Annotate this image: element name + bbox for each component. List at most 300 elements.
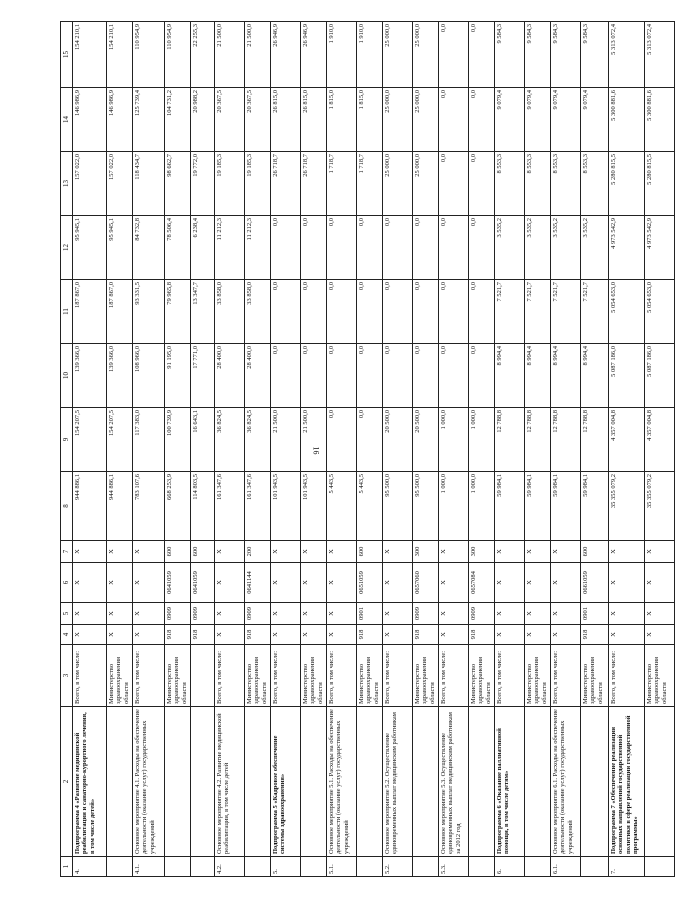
- section-code-cell: X: [215, 603, 245, 625]
- amount-cell: 5 300 881,6: [609, 88, 645, 152]
- measure-name-cell: Подпрограмма 4 «Развитие медицинской реабилитации и санаторно-курортного лечения, в том числе детей»: [73, 707, 107, 857]
- header-cell: 1: [61, 857, 73, 877]
- header-cell: 11: [61, 280, 73, 344]
- budget-code-cell: X: [439, 625, 469, 645]
- amount-cell: 5 313 072,4: [609, 22, 645, 88]
- amount-cell: 1 815,0: [327, 88, 357, 152]
- amount-cell: 0,0: [357, 408, 383, 472]
- header-cell: 5: [61, 603, 73, 625]
- amount-cell: 16 643,1: [191, 408, 215, 472]
- amount-cell: 9 079,4: [581, 88, 609, 152]
- budget-code-cell: X: [383, 625, 413, 645]
- expense-type-cell: 600: [357, 541, 383, 563]
- target-article-cell: X: [495, 563, 525, 603]
- amount-cell: 1 000,0: [439, 408, 469, 472]
- amount-cell: 12 788,8: [525, 408, 551, 472]
- expense-type-cell: 200: [245, 541, 271, 563]
- amount-cell: 0,0: [439, 22, 469, 88]
- budget-code-cell: X: [271, 625, 301, 645]
- amount-cell: 100 739,9: [165, 408, 191, 472]
- amount-cell: 28 400,0: [245, 344, 271, 408]
- amount-cell: 0,0: [439, 344, 469, 408]
- amount-cell: 28 400,0: [215, 344, 245, 408]
- amount-cell: 11 212,3: [215, 216, 245, 280]
- budget-code-cell: X: [609, 625, 645, 645]
- budget-code-cell: 918: [191, 625, 215, 645]
- row-number-cell: [191, 857, 215, 877]
- amount-cell: 36 824,5: [245, 408, 271, 472]
- amount-cell: 98 662,7: [165, 152, 191, 216]
- expense-type-cell: X: [133, 541, 165, 563]
- amount-cell: 9 079,4: [525, 88, 551, 152]
- amount-cell: 19 185,3: [215, 152, 245, 216]
- amount-cell: 8 994,4: [525, 344, 551, 408]
- row-number-cell: 4.: [73, 857, 107, 877]
- amount-cell: 33 858,0: [215, 280, 245, 344]
- measure-name-cell: Основное мероприятие 4.1. Расходы на обеспечение деятельности (оказание услуг) государственных учреждений: [133, 707, 165, 857]
- amount-cell: 1 910,0: [327, 22, 357, 88]
- target-article-cell: 0661059: [581, 563, 609, 603]
- row-number-cell: 5.3.: [439, 857, 469, 877]
- target-article-cell: X: [271, 563, 301, 603]
- amount-cell: 0,0: [439, 216, 469, 280]
- expense-type-cell: 300: [469, 541, 495, 563]
- table-row: [439, 22, 469, 877]
- row-number-cell: 5.1.: [327, 857, 357, 877]
- section-code-cell: X: [551, 603, 581, 625]
- amount-cell: 7 521,7: [525, 280, 551, 344]
- section-code-cell: X: [525, 603, 551, 625]
- target-article-cell: 0641059: [191, 563, 215, 603]
- table-row: [271, 22, 301, 877]
- measure-name-cell: Подпрограмма 6 «Оказание паллиативной помощи, в том числе детям»: [495, 707, 525, 857]
- amount-cell: 5 443,5: [327, 472, 357, 541]
- amount-cell: 7 521,7: [581, 280, 609, 344]
- section-code-cell: 0901: [357, 603, 383, 625]
- amount-cell: 95 500,0: [383, 472, 413, 541]
- amount-cell: 0,0: [439, 88, 469, 152]
- amount-cell: 3 535,2: [551, 216, 581, 280]
- amount-cell: 1 000,0: [439, 472, 469, 541]
- row-number-cell: 6.1.: [551, 857, 581, 877]
- amount-cell: 5 280 815,5: [609, 152, 645, 216]
- amount-cell: 59 984,1: [525, 472, 551, 541]
- amount-cell: 8 994,4: [581, 344, 609, 408]
- amount-cell: 154 207,5: [107, 408, 133, 472]
- budget-code-cell: X: [525, 625, 551, 645]
- executor-cell: Всего, в том числе:: [327, 645, 357, 707]
- amount-cell: 26 815,0: [301, 88, 327, 152]
- measure-name-cell: Основное мероприятие 5.3. Осуществление единовременных выплат медицинским работникам за 2012 год: [439, 707, 469, 857]
- expense-type-cell: 600: [165, 541, 191, 563]
- amount-cell: 0,0: [469, 88, 495, 152]
- section-code-cell: 0909: [245, 603, 271, 625]
- target-article-cell: X: [301, 563, 327, 603]
- amount-cell: 0,0: [327, 216, 357, 280]
- amount-cell: 0,0: [413, 280, 439, 344]
- header-cell: 3: [61, 645, 73, 707]
- table-row: [133, 22, 165, 877]
- amount-cell: 20 500,0: [413, 408, 439, 472]
- header-cell: 15: [61, 22, 73, 88]
- measure-name-cell: [191, 707, 215, 857]
- expense-type-cell: X: [271, 541, 301, 563]
- amount-cell: 944 886,1: [107, 472, 133, 541]
- amount-cell: 0,0: [469, 152, 495, 216]
- amount-cell: 3 535,2: [495, 216, 525, 280]
- budget-code-cell: 918: [581, 625, 609, 645]
- amount-cell: 1 718,7: [327, 152, 357, 216]
- amount-cell: 84 732,8: [133, 216, 165, 280]
- amount-cell: 25 000,0: [383, 22, 413, 88]
- amount-cell: 0,0: [413, 344, 439, 408]
- amount-cell: 110 954,9: [165, 22, 191, 88]
- measure-name-cell: [525, 707, 551, 857]
- row-number-cell: 5.: [271, 857, 301, 877]
- amount-cell: 9 079,4: [551, 88, 581, 152]
- header-cell: 8: [61, 472, 73, 541]
- amount-cell: 11 212,3: [245, 216, 271, 280]
- amount-cell: 114 803,5: [191, 472, 215, 541]
- header-cell: 12: [61, 216, 73, 280]
- amount-cell: 19 772,0: [191, 152, 215, 216]
- amount-cell: 110 954,9: [133, 22, 165, 88]
- amount-cell: 21 500,0: [245, 22, 271, 88]
- amount-cell: 5 300 881,6: [645, 88, 675, 152]
- amount-cell: 668 253,9: [165, 472, 191, 541]
- executor-cell: Всего, в том числе:: [439, 645, 469, 707]
- amount-cell: 36 824,5: [215, 408, 245, 472]
- amount-cell: 118 434,7: [133, 152, 165, 216]
- amount-cell: 26 815,0: [271, 88, 301, 152]
- section-code-cell: X: [609, 603, 645, 625]
- amount-cell: 146 986,9: [107, 88, 133, 152]
- budget-code-cell: X: [495, 625, 525, 645]
- expense-type-cell: X: [645, 541, 675, 563]
- amount-cell: 78 506,4: [165, 216, 191, 280]
- amount-cell: 4 357 004,8: [609, 408, 645, 472]
- amount-cell: 139 366,0: [73, 344, 107, 408]
- amount-cell: 104 731,2: [165, 88, 191, 152]
- amount-cell: 783 107,6: [133, 472, 165, 541]
- amount-cell: 157 022,0: [73, 152, 107, 216]
- amount-cell: 139 366,0: [107, 344, 133, 408]
- amount-cell: 1 000,0: [469, 472, 495, 541]
- amount-cell: 154 210,1: [73, 22, 107, 88]
- amount-cell: 21 500,0: [215, 22, 245, 88]
- amount-cell: 12 788,8: [581, 408, 609, 472]
- expense-type-cell: 600: [191, 541, 215, 563]
- amount-cell: 187 867,0: [107, 280, 133, 344]
- executor-cell: Министерство здравоохранения области: [525, 645, 551, 707]
- amount-cell: 35 355 079,2: [609, 472, 645, 541]
- row-number-cell: [301, 857, 327, 877]
- row-number-cell: 5.2.: [383, 857, 413, 877]
- amount-cell: 5 054 653,0: [609, 280, 645, 344]
- budget-code-cell: X: [327, 625, 357, 645]
- section-code-cell: 0909: [191, 603, 215, 625]
- amount-cell: 0,0: [469, 22, 495, 88]
- row-number-cell: 7.: [609, 857, 645, 877]
- amount-cell: 13 347,7: [191, 280, 215, 344]
- table-row: [327, 22, 357, 877]
- amount-cell: 93 331,5: [133, 280, 165, 344]
- amount-cell: 1 000,0: [469, 408, 495, 472]
- table-body: [61, 22, 675, 877]
- row-number-cell: [469, 857, 495, 877]
- amount-cell: 0,0: [327, 280, 357, 344]
- budget-table: [60, 21, 675, 877]
- target-article-cell: 0657060: [413, 563, 439, 603]
- section-code-cell: X: [107, 603, 133, 625]
- budget-code-cell: 918: [357, 625, 383, 645]
- table-row: [645, 22, 675, 877]
- budget-code-cell: X: [551, 625, 581, 645]
- expense-type-cell: X: [551, 541, 581, 563]
- row-number-cell: [165, 857, 191, 877]
- budget-code-cell: X: [645, 625, 675, 645]
- table-row: [73, 22, 107, 877]
- amount-cell: 25 000,0: [383, 88, 413, 152]
- amount-cell: 95 945,1: [73, 216, 107, 280]
- amount-cell: 26 718,7: [301, 152, 327, 216]
- amount-cell: 5 280 815,5: [645, 152, 675, 216]
- section-code-cell: 0901: [581, 603, 609, 625]
- amount-cell: 59 984,1: [495, 472, 525, 541]
- amount-cell: 5 443,5: [357, 472, 383, 541]
- amount-cell: 35 355 079,2: [645, 472, 675, 541]
- table-row: [357, 22, 383, 877]
- target-article-cell: X: [609, 563, 645, 603]
- budget-code-cell: X: [73, 625, 107, 645]
- amount-cell: 187 867,0: [73, 280, 107, 344]
- amount-cell: 8 553,3: [581, 152, 609, 216]
- amount-cell: 3 535,2: [581, 216, 609, 280]
- table-row: [107, 22, 133, 877]
- table-row: [301, 22, 327, 877]
- amount-cell: 0,0: [327, 408, 357, 472]
- amount-cell: 20 500,0: [383, 408, 413, 472]
- expense-type-cell: X: [495, 541, 525, 563]
- header-cell: 6: [61, 563, 73, 603]
- measure-name-cell: Основное мероприятие 5.2. Осуществление единовременных выплат медицинским работникам: [383, 707, 413, 857]
- target-article-cell: X: [383, 563, 413, 603]
- target-article-cell: X: [215, 563, 245, 603]
- measure-name-cell: [469, 707, 495, 857]
- amount-cell: 0,0: [271, 344, 301, 408]
- measure-name-cell: [645, 707, 675, 857]
- section-code-cell: X: [133, 603, 165, 625]
- amount-cell: 59 984,1: [551, 472, 581, 541]
- budget-code-cell: 918: [469, 625, 495, 645]
- header-cell: 4: [61, 625, 73, 645]
- amount-cell: 5 313 072,4: [645, 22, 675, 88]
- amount-cell: 9 079,4: [495, 88, 525, 152]
- executor-cell: Министерство здравоохранения области: [245, 645, 271, 707]
- target-article-cell: 0651059: [357, 563, 383, 603]
- expense-type-cell: X: [215, 541, 245, 563]
- header-cell: 7: [61, 541, 73, 563]
- target-article-cell: X: [525, 563, 551, 603]
- amount-cell: 91 195,0: [165, 344, 191, 408]
- amount-cell: 21 500,0: [301, 408, 327, 472]
- amount-cell: 12 788,8: [551, 408, 581, 472]
- expense-type-cell: X: [73, 541, 107, 563]
- budget-code-cell: 918: [245, 625, 271, 645]
- section-code-cell: X: [439, 603, 469, 625]
- amount-cell: 944 886,1: [73, 472, 107, 541]
- amount-cell: 4 973 542,9: [645, 216, 675, 280]
- expense-type-cell: X: [301, 541, 327, 563]
- executor-cell: Министерство здравоохранения области: [469, 645, 495, 707]
- table-row: [495, 22, 525, 877]
- executor-cell: Всего, в том числе:: [271, 645, 301, 707]
- amount-cell: 12 788,8: [495, 408, 525, 472]
- expense-type-cell: X: [107, 541, 133, 563]
- executor-cell: Министерство здравоохранения области: [165, 645, 191, 707]
- amount-cell: 25 000,0: [413, 22, 439, 88]
- amount-cell: 0,0: [469, 280, 495, 344]
- section-code-cell: X: [301, 603, 327, 625]
- section-code-cell: X: [73, 603, 107, 625]
- executor-cell: Министерство здравоохранения области: [357, 645, 383, 707]
- executor-cell: Всего, в том числе:: [73, 645, 107, 707]
- measure-name-cell: [301, 707, 327, 857]
- amount-cell: 0,0: [357, 216, 383, 280]
- target-article-cell: X: [551, 563, 581, 603]
- amount-cell: 22 255,3: [191, 22, 215, 88]
- target-article-cell: 0641144: [245, 563, 271, 603]
- amount-cell: 146 986,9: [73, 88, 107, 152]
- executor-cell: Министерство здравоохранения области: [581, 645, 609, 707]
- executor-cell: Министерство здравоохранения области: [107, 645, 133, 707]
- table-row: [609, 22, 645, 877]
- target-article-cell: X: [133, 563, 165, 603]
- header-cell: 2: [61, 707, 73, 857]
- row-number-cell: [645, 857, 675, 877]
- amount-cell: 6 238,4: [191, 216, 215, 280]
- target-article-cell: 0641059: [165, 563, 191, 603]
- table-row: [165, 22, 191, 877]
- amount-cell: 125 739,4: [133, 88, 165, 152]
- section-code-cell: X: [495, 603, 525, 625]
- measure-name-cell: [413, 707, 439, 857]
- row-number-cell: 4.2.: [215, 857, 245, 877]
- amount-cell: 20 367,5: [215, 88, 245, 152]
- amount-cell: 26 946,9: [301, 22, 327, 88]
- target-article-cell: X: [73, 563, 107, 603]
- amount-cell: 26 946,9: [271, 22, 301, 88]
- amount-cell: 9 584,3: [581, 22, 609, 88]
- amount-cell: 0,0: [439, 152, 469, 216]
- measure-name-cell: Основное мероприятие 5.1. Расходы на обеспечение деятельности (оказание услуг) государственных учреждений: [327, 707, 357, 857]
- amount-cell: 20 988,2: [191, 88, 215, 152]
- section-code-cell: X: [271, 603, 301, 625]
- executor-cell: Всего, в том числе:: [495, 645, 525, 707]
- amount-cell: 0,0: [413, 216, 439, 280]
- header-cell: 13: [61, 152, 73, 216]
- row-number-cell: 4.1.: [133, 857, 165, 877]
- amount-cell: 0,0: [301, 280, 327, 344]
- measure-name-cell: [581, 707, 609, 857]
- amount-cell: 1 718,7: [357, 152, 383, 216]
- measure-name-cell: Основное мероприятие 4.2. Развитие медицинской реабилитации, в том числе детей: [215, 707, 245, 857]
- amount-cell: 3 535,2: [525, 216, 551, 280]
- amount-cell: 108 966,0: [133, 344, 165, 408]
- section-code-cell: 0909: [413, 603, 439, 625]
- budget-code-cell: 918: [165, 625, 191, 645]
- table-row: [383, 22, 413, 877]
- amount-cell: 33 858,0: [245, 280, 271, 344]
- amount-cell: 20 367,5: [245, 88, 271, 152]
- section-code-cell: X: [383, 603, 413, 625]
- amount-cell: 5 054 653,0: [645, 280, 675, 344]
- budget-code-cell: X: [215, 625, 245, 645]
- row-number-cell: [245, 857, 271, 877]
- row-number-cell: [413, 857, 439, 877]
- executor-cell: Всего, в том числе:: [609, 645, 645, 707]
- expense-type-cell: 300: [413, 541, 439, 563]
- amount-cell: 25 000,0: [413, 152, 439, 216]
- target-article-cell: 0657084: [469, 563, 495, 603]
- executor-cell: Министерство здравоохранения области: [301, 645, 327, 707]
- budget-code-cell: X: [301, 625, 327, 645]
- amount-cell: 0,0: [271, 280, 301, 344]
- measure-name-cell: Подпрограмма 7 «Обеспечение реализации основных направлений государственной политики в сфере реализации государственной программы»: [609, 707, 645, 857]
- amount-cell: 4 973 542,9: [609, 216, 645, 280]
- section-code-cell: X: [645, 603, 675, 625]
- executor-cell: [191, 645, 215, 707]
- amount-cell: 25 000,0: [383, 152, 413, 216]
- section-code-cell: 0909: [469, 603, 495, 625]
- amount-cell: 0,0: [301, 344, 327, 408]
- amount-cell: 8 553,3: [525, 152, 551, 216]
- budget-code-cell: X: [133, 625, 165, 645]
- amount-cell: 5 087 186,0: [609, 344, 645, 408]
- measure-name-cell: Основное мероприятие 6.1. Расходы на обеспечение деятельности (оказание услуг) государственных учреждений: [551, 707, 581, 857]
- executor-cell: Всего, в том числе:: [133, 645, 165, 707]
- amount-cell: 101 943,5: [271, 472, 301, 541]
- amount-cell: 9 584,3: [551, 22, 581, 88]
- header-cell: 10: [61, 344, 73, 408]
- measure-name-cell: [165, 707, 191, 857]
- amount-cell: 101 943,5: [301, 472, 327, 541]
- amount-cell: 79 965,8: [165, 280, 191, 344]
- amount-cell: 0,0: [271, 216, 301, 280]
- amount-cell: 1 910,0: [357, 22, 383, 88]
- expense-type-cell: X: [609, 541, 645, 563]
- header-cell: 9: [61, 408, 73, 472]
- amount-cell: 1 815,0: [357, 88, 383, 152]
- amount-cell: 4 357 004,8: [645, 408, 675, 472]
- measure-name-cell: [107, 707, 133, 857]
- table-row: [215, 22, 245, 877]
- executor-cell: Министерство здравоохранения области: [645, 645, 675, 707]
- amount-cell: 8 994,4: [551, 344, 581, 408]
- measure-name-cell: Подпрограмма 5 «Кадровое обеспечение системы здравоохранения»: [271, 707, 301, 857]
- amount-cell: 26 718,7: [271, 152, 301, 216]
- row-number-cell: [581, 857, 609, 877]
- expense-type-cell: X: [525, 541, 551, 563]
- header-cell: 14: [61, 88, 73, 152]
- amount-cell: 8 553,3: [495, 152, 525, 216]
- amount-cell: 95 945,1: [107, 216, 133, 280]
- expense-type-cell: X: [439, 541, 469, 563]
- amount-cell: 17 771,0: [191, 344, 215, 408]
- page-number: 16: [311, 446, 321, 455]
- budget-code-cell: X: [107, 625, 133, 645]
- amount-cell: 8 553,3: [551, 152, 581, 216]
